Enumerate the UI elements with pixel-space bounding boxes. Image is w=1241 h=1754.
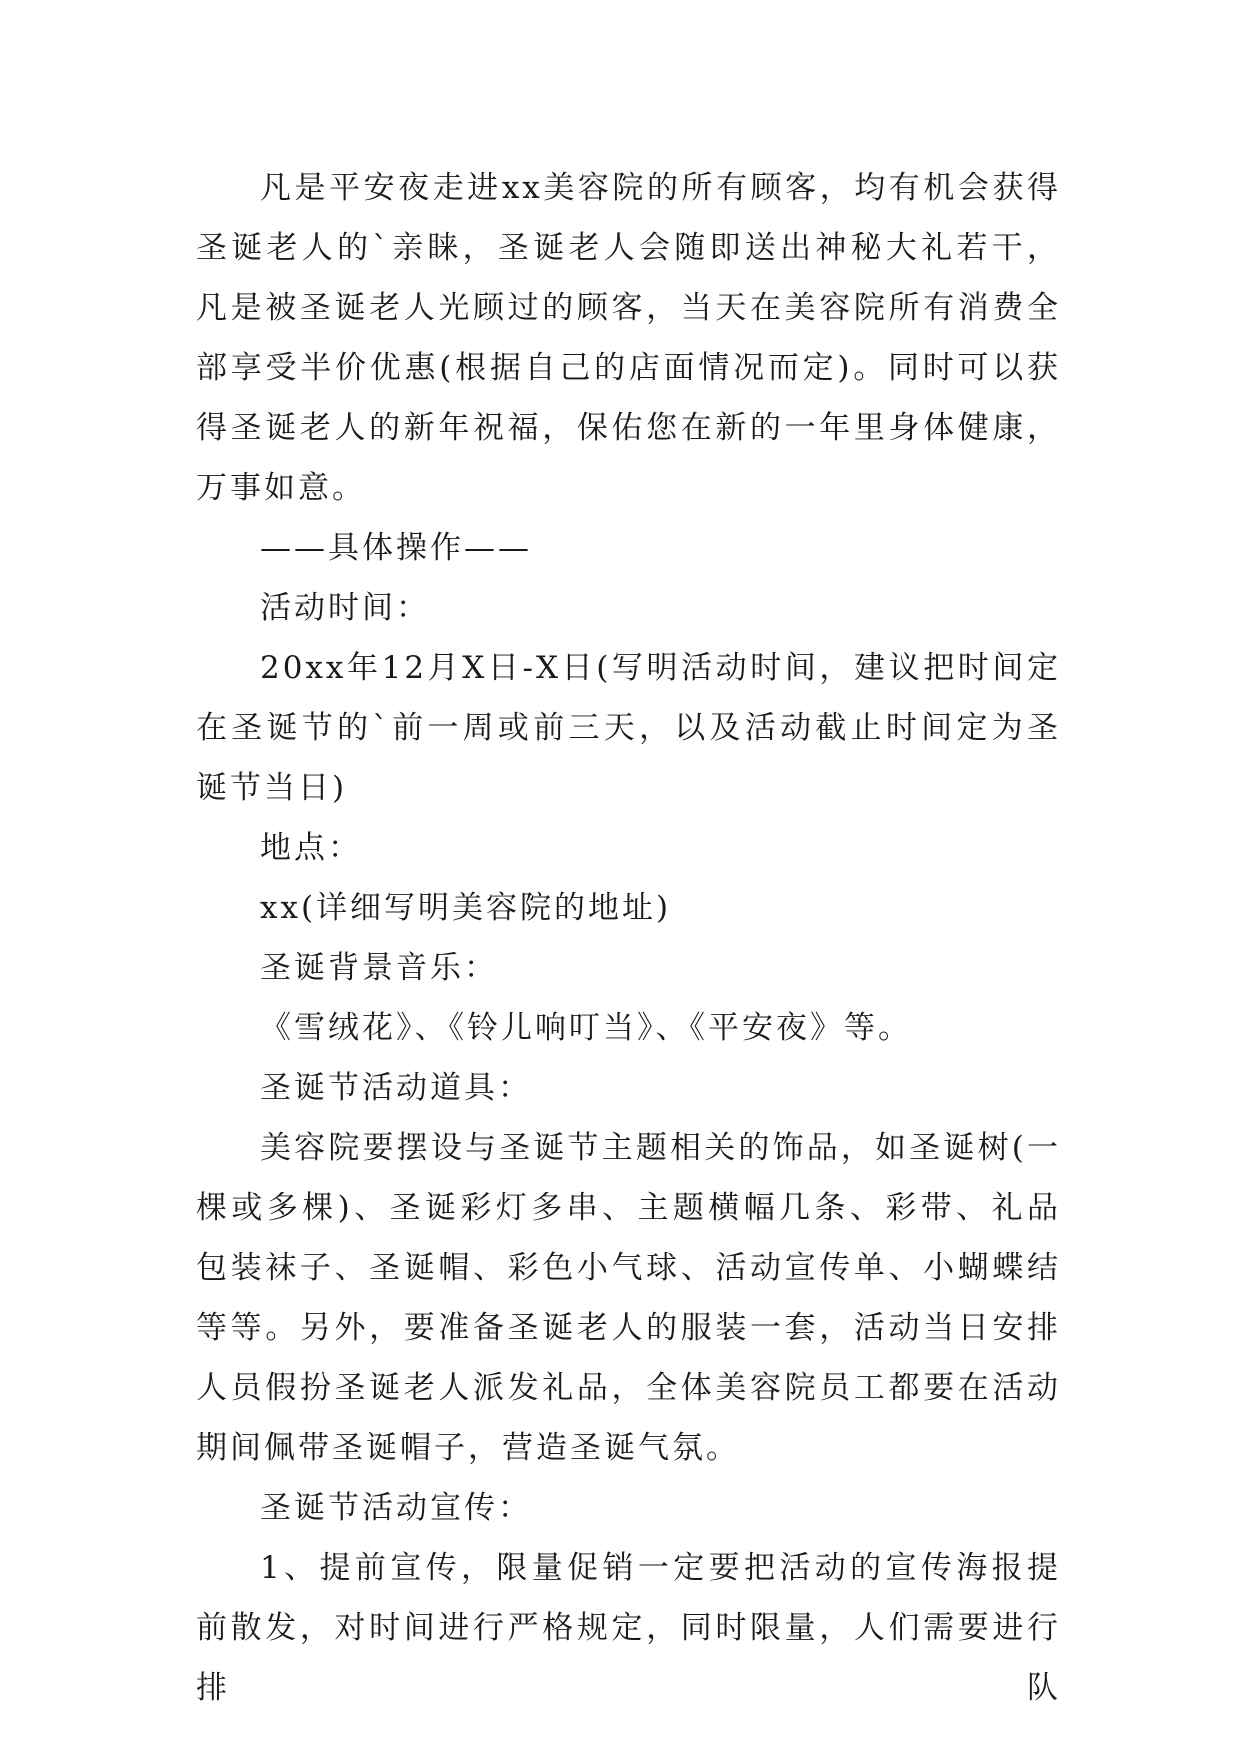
label-activity-time: 活动时间：: [260, 590, 430, 626]
label-background-music: 圣诞背景音乐：: [260, 950, 498, 986]
paragraph-promotion-item-1: 1、提前宣传，限量促销一定要把活动的宣传海报提前散发，对时间进行严格规定，同时限量，人们需要进行排队: [196, 1550, 1061, 1706]
paragraph-activity-time: 20xx年12月X日-X日(写明活动时间，建议把时间定在圣诞节的`前一周或前三天，以及活动截止时间定为圣诞节当日): [196, 650, 1061, 806]
document-body: [196, 158, 1061, 1718]
label-activity-promotion: 圣诞节活动宣传：: [260, 1490, 532, 1526]
paragraph-activity-props: 美容院要摆设与圣诞节主题相关的饰品，如圣诞树(一棵或多棵)、圣诞彩灯多串、主题横幅几条、彩带、礼品包装袜子、圣诞帽、彩色小气球、活动宣传单、小蝴蝶结等等。另外，要准备圣诞老人的服装一套，活动当日安排人员假扮圣诞老人派发礼品，全体美容院员工都要在活动期间佩带圣诞帽子，营造圣诞气氛。: [196, 1130, 1061, 1466]
label-activity-props: 圣诞节活动道具：: [260, 1070, 532, 1106]
section-heading-operations: ——具体操作——: [260, 530, 532, 566]
label-location: 地点：: [260, 830, 362, 866]
paragraph-christmas-eve-offer: 凡是平安夜走进xx美容院的所有顾客，均有机会获得圣诞老人的`亲睐，圣诞老人会随即送出神秘大礼若干，凡是被圣诞老人光顾过的顾客，当天在美容院所有消费全部享受半价优惠(根据自己的店面情况而定)。同时可以获得圣诞老人的新年祝福，保佑您在新的一年里身体健康，万事如意。: [196, 170, 1061, 506]
paragraph-location: xx(详细写明美容院的地址): [260, 890, 672, 926]
paragraph-background-music: 《雪绒花》、《铃儿响叮当》、《平安夜》等。: [260, 1010, 912, 1046]
